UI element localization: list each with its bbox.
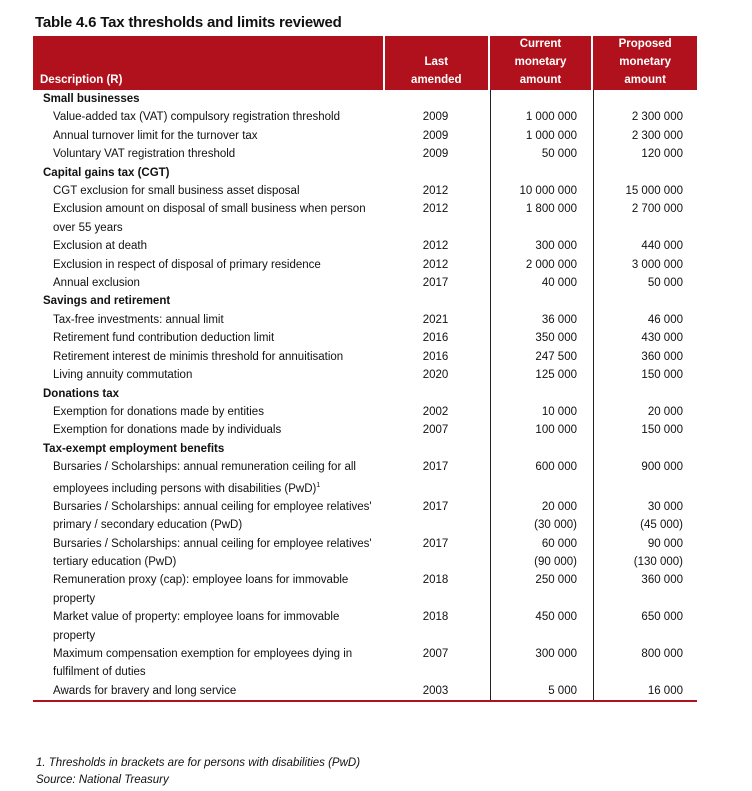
tax-thresholds-table bbox=[33, 36, 697, 702]
year-cell-text: 2012 bbox=[422, 203, 449, 216]
proposed-amount-cell bbox=[595, 145, 697, 163]
current-amount-cell bbox=[491, 458, 595, 498]
current-amount-cell bbox=[491, 200, 595, 237]
proposed-amount-cell bbox=[595, 311, 697, 329]
proposed-amount-cell bbox=[595, 366, 697, 384]
section-heading-text: Savings and retirement bbox=[43, 295, 171, 308]
section-row bbox=[33, 90, 697, 108]
description-cell-text: Annual turnover limit for the turnover tax bbox=[53, 129, 258, 142]
proposed-amount-cell bbox=[595, 608, 697, 645]
table-row bbox=[33, 458, 697, 498]
proposed-amount-cell bbox=[595, 458, 697, 498]
footnotes bbox=[36, 755, 360, 789]
current-amount-cell-text: 250 000 bbox=[535, 574, 577, 587]
proposed-amount-cell-text: 650 000 bbox=[641, 611, 683, 624]
year-cell bbox=[386, 403, 491, 421]
year-cell-text: 2012 bbox=[422, 258, 449, 271]
current-amount-cell bbox=[491, 645, 595, 682]
current-amount-cell-text: 20 000 bbox=[541, 500, 577, 513]
year-cell-text: 2002 bbox=[422, 405, 449, 418]
footnote-marker: 1 bbox=[316, 481, 321, 489]
proposed-amount-cell-text: 2 300 000 bbox=[631, 129, 683, 142]
description-cell bbox=[33, 127, 386, 145]
current-amount-cell-text: 1 000 000 bbox=[525, 111, 577, 124]
pwd-amount: (45 000) bbox=[640, 519, 683, 532]
year-cell-text: 2007 bbox=[422, 648, 449, 661]
current-amount-cell bbox=[491, 535, 595, 572]
description-cell-text: Remuneration proxy (cap): employee loans for immovable property bbox=[53, 574, 349, 605]
description-cell bbox=[33, 571, 386, 608]
proposed-amount-cell-text: 20 000 bbox=[647, 405, 683, 418]
current-amount-cell bbox=[491, 608, 595, 645]
proposed-amount-cell bbox=[595, 421, 697, 439]
proposed-amount-cell bbox=[595, 535, 697, 572]
table-row bbox=[33, 535, 697, 572]
proposed-amount-cell bbox=[595, 348, 697, 366]
description-cell bbox=[33, 682, 386, 700]
year-cell bbox=[386, 498, 491, 535]
year-cell bbox=[386, 645, 491, 682]
header-description: Description (R) bbox=[33, 36, 383, 90]
section-heading-text: Small businesses bbox=[43, 93, 140, 105]
proposed-amount-cell-text: 440 000 bbox=[641, 240, 683, 253]
year-cell bbox=[386, 200, 491, 237]
proposed-amount-cell-text: 2 300 000 bbox=[631, 111, 683, 124]
year-cell bbox=[386, 571, 491, 608]
description-cell bbox=[33, 645, 386, 682]
table-row bbox=[33, 498, 697, 535]
description-cell-text: Exclusion amount on disposal of small business when person over 55 years bbox=[53, 203, 366, 234]
current-amount-cell-text: 36 000 bbox=[541, 313, 577, 326]
current-amount-cell-text: 40 000 bbox=[541, 277, 577, 290]
pwd-amount: (90 000) bbox=[534, 555, 577, 568]
description-cell bbox=[33, 608, 386, 645]
description-cell bbox=[33, 458, 386, 498]
year-cell bbox=[386, 348, 491, 366]
description-cell bbox=[33, 535, 386, 572]
year-cell-text: 2018 bbox=[422, 611, 449, 624]
description-cell bbox=[33, 366, 386, 384]
column-divider bbox=[593, 90, 594, 700]
year-cell-text: 2020 bbox=[422, 369, 449, 382]
current-amount-cell bbox=[491, 182, 595, 200]
current-amount-cell-text: 10 000 bbox=[541, 405, 577, 418]
current-amount-cell-text: 600 000 bbox=[535, 461, 577, 474]
year-cell bbox=[386, 274, 491, 292]
year-cell-text: 2009 bbox=[422, 148, 449, 161]
pwd-amount: (30 000) bbox=[534, 519, 577, 532]
table-row bbox=[33, 256, 697, 274]
table-row bbox=[33, 366, 697, 384]
current-amount-cell-text: 60 000 bbox=[541, 537, 577, 550]
year-cell-text: 2017 bbox=[422, 537, 449, 550]
proposed-amount-cell-text: 360 000 bbox=[641, 350, 683, 363]
current-amount-cell bbox=[491, 145, 595, 163]
description-cell-text: Exemption for donations made by individuals bbox=[53, 424, 282, 437]
year-cell-text: 2016 bbox=[422, 350, 449, 363]
table-row bbox=[33, 645, 697, 682]
header-last-amended: Last amended bbox=[385, 36, 488, 90]
section-heading bbox=[33, 90, 386, 108]
proposed-amount-cell-text: 46 000 bbox=[647, 313, 683, 326]
year-cell-text: 2017 bbox=[422, 277, 449, 290]
year-cell bbox=[386, 256, 491, 274]
current-amount-cell bbox=[491, 329, 595, 347]
proposed-amount-cell-text: 430 000 bbox=[641, 332, 683, 345]
current-amount-cell bbox=[491, 256, 595, 274]
proposed-amount-cell bbox=[595, 403, 697, 421]
description-cell-text: Exclusion in respect of disposal of primary residence bbox=[53, 258, 321, 271]
year-cell bbox=[386, 237, 491, 255]
current-amount-cell-text: 100 000 bbox=[535, 424, 577, 437]
proposed-amount-cell bbox=[595, 237, 697, 255]
year-cell bbox=[386, 182, 491, 200]
year-cell-text: 2012 bbox=[422, 185, 449, 198]
current-amount-cell-text: 1 000 000 bbox=[525, 129, 577, 142]
description-cell bbox=[33, 311, 386, 329]
proposed-amount-cell bbox=[595, 182, 697, 200]
column-divider bbox=[490, 90, 491, 700]
description-cell bbox=[33, 329, 386, 347]
description-cell bbox=[33, 274, 386, 292]
description-cell-text: Annual exclusion bbox=[53, 277, 140, 290]
current-amount-cell bbox=[491, 348, 595, 366]
proposed-amount-cell bbox=[595, 329, 697, 347]
year-cell bbox=[386, 311, 491, 329]
table-bottom-rule bbox=[33, 700, 697, 702]
proposed-amount-cell-text: 30 000 bbox=[647, 500, 683, 513]
section-row bbox=[33, 292, 697, 310]
description-cell-text: Retirement fund contribution deduction limit bbox=[53, 332, 275, 345]
current-amount-cell bbox=[491, 571, 595, 608]
year-cell-text: 2003 bbox=[422, 684, 449, 697]
description-cell bbox=[33, 403, 386, 421]
current-amount-cell bbox=[491, 311, 595, 329]
table-row bbox=[33, 182, 697, 200]
description-cell-text: Bursaries / Scholarships: annual remuneration ceiling for all employees including persons with disabilities (PwD) bbox=[53, 461, 356, 495]
current-amount-cell bbox=[491, 403, 595, 421]
proposed-amount-cell bbox=[595, 498, 697, 535]
proposed-amount-cell-text: 360 000 bbox=[641, 574, 683, 587]
proposed-amount-cell bbox=[595, 127, 697, 145]
current-amount-cell-text: 10 000 000 bbox=[519, 185, 577, 198]
table-row bbox=[33, 608, 697, 645]
year-cell bbox=[386, 127, 491, 145]
year-cell-text: 2009 bbox=[422, 129, 449, 142]
current-amount-cell bbox=[491, 498, 595, 535]
section-heading bbox=[33, 440, 386, 458]
table-row bbox=[33, 200, 697, 237]
year-cell bbox=[386, 329, 491, 347]
year-cell-text: 2017 bbox=[422, 500, 449, 513]
section-row bbox=[33, 440, 697, 458]
section-row bbox=[33, 164, 697, 182]
description-cell-text: Retirement interest de minimis threshold for annuitisation bbox=[53, 350, 344, 363]
proposed-amount-cell-text: 150 000 bbox=[641, 424, 683, 437]
description-cell bbox=[33, 145, 386, 163]
current-amount-cell-text: 5 000 bbox=[548, 684, 577, 697]
description-cell-text: Exclusion at death bbox=[53, 240, 147, 253]
year-cell bbox=[386, 535, 491, 572]
current-amount-cell-text: 300 000 bbox=[535, 648, 577, 661]
year-cell bbox=[386, 366, 491, 384]
footnote-pwd: 1. Thresholds in brackets are for persons with disabilities (PwD) bbox=[36, 757, 361, 769]
year-cell-text: 2009 bbox=[422, 111, 449, 124]
description-cell bbox=[33, 237, 386, 255]
description-cell bbox=[33, 200, 386, 237]
description-cell bbox=[33, 498, 386, 535]
year-cell bbox=[386, 108, 491, 126]
description-cell bbox=[33, 348, 386, 366]
proposed-amount-cell bbox=[595, 645, 697, 682]
proposed-amount-cell-text: 16 000 bbox=[647, 684, 683, 697]
current-amount-cell-text: 450 000 bbox=[535, 611, 577, 624]
description-cell-text: CGT exclusion for small business asset disposal bbox=[53, 185, 300, 198]
proposed-amount-cell bbox=[595, 256, 697, 274]
table-row bbox=[33, 421, 697, 439]
proposed-amount-cell-text: 50 000 bbox=[647, 277, 683, 290]
current-amount-cell bbox=[491, 108, 595, 126]
table-row bbox=[33, 311, 697, 329]
table-row bbox=[33, 145, 697, 163]
description-cell-text: Bursaries / Scholarships: annual ceiling for employee relatives' tertiary education (PwD) bbox=[53, 537, 372, 568]
current-amount-cell bbox=[491, 421, 595, 439]
current-amount-cell-text: 125 000 bbox=[535, 369, 577, 382]
proposed-amount-cell bbox=[595, 200, 697, 237]
pwd-amount: (130 000) bbox=[633, 555, 683, 568]
description-cell bbox=[33, 256, 386, 274]
proposed-amount-cell bbox=[595, 571, 697, 608]
table-row bbox=[33, 127, 697, 145]
description-cell-text: Voluntary VAT registration threshold bbox=[53, 148, 236, 161]
header-proposed-amount: Proposed monetary amount bbox=[593, 36, 697, 90]
description-cell-text: Maximum compensation exemption for employees dying in fulfilment of duties bbox=[53, 648, 353, 679]
year-cell-text: 2016 bbox=[422, 332, 449, 345]
table-row bbox=[33, 108, 697, 126]
year-cell bbox=[386, 145, 491, 163]
proposed-amount-cell-text: 3 000 000 bbox=[631, 258, 683, 271]
section-heading bbox=[33, 164, 386, 182]
table-row bbox=[33, 274, 697, 292]
section-row bbox=[33, 385, 697, 403]
section-heading bbox=[33, 385, 386, 403]
description-cell bbox=[33, 182, 386, 200]
table-row bbox=[33, 403, 697, 421]
table-row bbox=[33, 682, 697, 700]
description-cell-text: Living annuity commutation bbox=[53, 369, 193, 382]
description-cell-text: Value-added tax (VAT) compulsory registration threshold bbox=[53, 111, 340, 124]
header-current-amount: Current monetary amount bbox=[490, 36, 592, 90]
current-amount-cell bbox=[491, 682, 595, 700]
description-cell-text: Exemption for donations made by entities bbox=[53, 405, 264, 418]
table-row bbox=[33, 348, 697, 366]
description-cell-text: Market value of property: employee loans for immovable property bbox=[53, 611, 340, 642]
table-body bbox=[33, 90, 697, 700]
section-heading-text: Capital gains tax (CGT) bbox=[43, 166, 170, 179]
table-row bbox=[33, 237, 697, 255]
current-amount-cell-text: 50 000 bbox=[541, 148, 577, 161]
description-cell bbox=[33, 108, 386, 126]
description-cell bbox=[33, 421, 386, 439]
year-cell-text: 2012 bbox=[422, 240, 449, 253]
current-amount-cell-text: 247 500 bbox=[535, 350, 577, 363]
current-amount-cell bbox=[491, 274, 595, 292]
current-amount-cell bbox=[491, 366, 595, 384]
year-cell-text: 2017 bbox=[422, 461, 449, 474]
description-cell-text: Awards for bravery and long service bbox=[53, 684, 237, 697]
proposed-amount-cell-text: 15 000 000 bbox=[625, 185, 683, 198]
section-heading-text: Donations tax bbox=[43, 387, 120, 400]
proposed-amount-cell-text: 150 000 bbox=[641, 369, 683, 382]
current-amount-cell bbox=[491, 237, 595, 255]
year-cell-text: 2021 bbox=[422, 313, 449, 326]
proposed-amount-cell-text: 120 000 bbox=[641, 148, 683, 161]
year-cell bbox=[386, 421, 491, 439]
table-header bbox=[33, 36, 697, 90]
current-amount-cell-text: 300 000 bbox=[535, 240, 577, 253]
table-row bbox=[33, 571, 697, 608]
table-row bbox=[33, 329, 697, 347]
year-cell bbox=[386, 458, 491, 498]
year-cell-text: 2018 bbox=[422, 574, 449, 587]
proposed-amount-cell-text: 90 000 bbox=[647, 537, 683, 550]
section-heading-text: Tax-exempt employment benefits bbox=[43, 442, 225, 455]
description-cell-text: Bursaries / Scholarships: annual ceiling for employee relatives' primary / secondary education (PwD) bbox=[53, 500, 372, 532]
current-amount-cell-text: 1 800 000 bbox=[525, 203, 577, 216]
table-title: Table 4.6 Tax thresholds and limits reviewed bbox=[35, 14, 342, 31]
proposed-amount-cell-text: 2 700 000 bbox=[631, 203, 683, 216]
current-amount-cell-text: 2 000 000 bbox=[525, 258, 577, 271]
proposed-amount-cell-text: 800 000 bbox=[641, 648, 683, 661]
proposed-amount-cell bbox=[595, 682, 697, 700]
section-heading bbox=[33, 292, 386, 310]
source-note: Source: National Treasury bbox=[36, 774, 169, 786]
description-cell-text: Tax-free investments: annual limit bbox=[53, 313, 224, 326]
year-cell-text: 2007 bbox=[422, 424, 449, 437]
year-cell bbox=[386, 608, 491, 645]
proposed-amount-cell-text: 900 000 bbox=[641, 461, 683, 474]
proposed-amount-cell bbox=[595, 274, 697, 292]
proposed-amount-cell bbox=[595, 108, 697, 126]
current-amount-cell-text: 350 000 bbox=[535, 332, 577, 345]
year-cell bbox=[386, 682, 491, 700]
current-amount-cell bbox=[491, 127, 595, 145]
